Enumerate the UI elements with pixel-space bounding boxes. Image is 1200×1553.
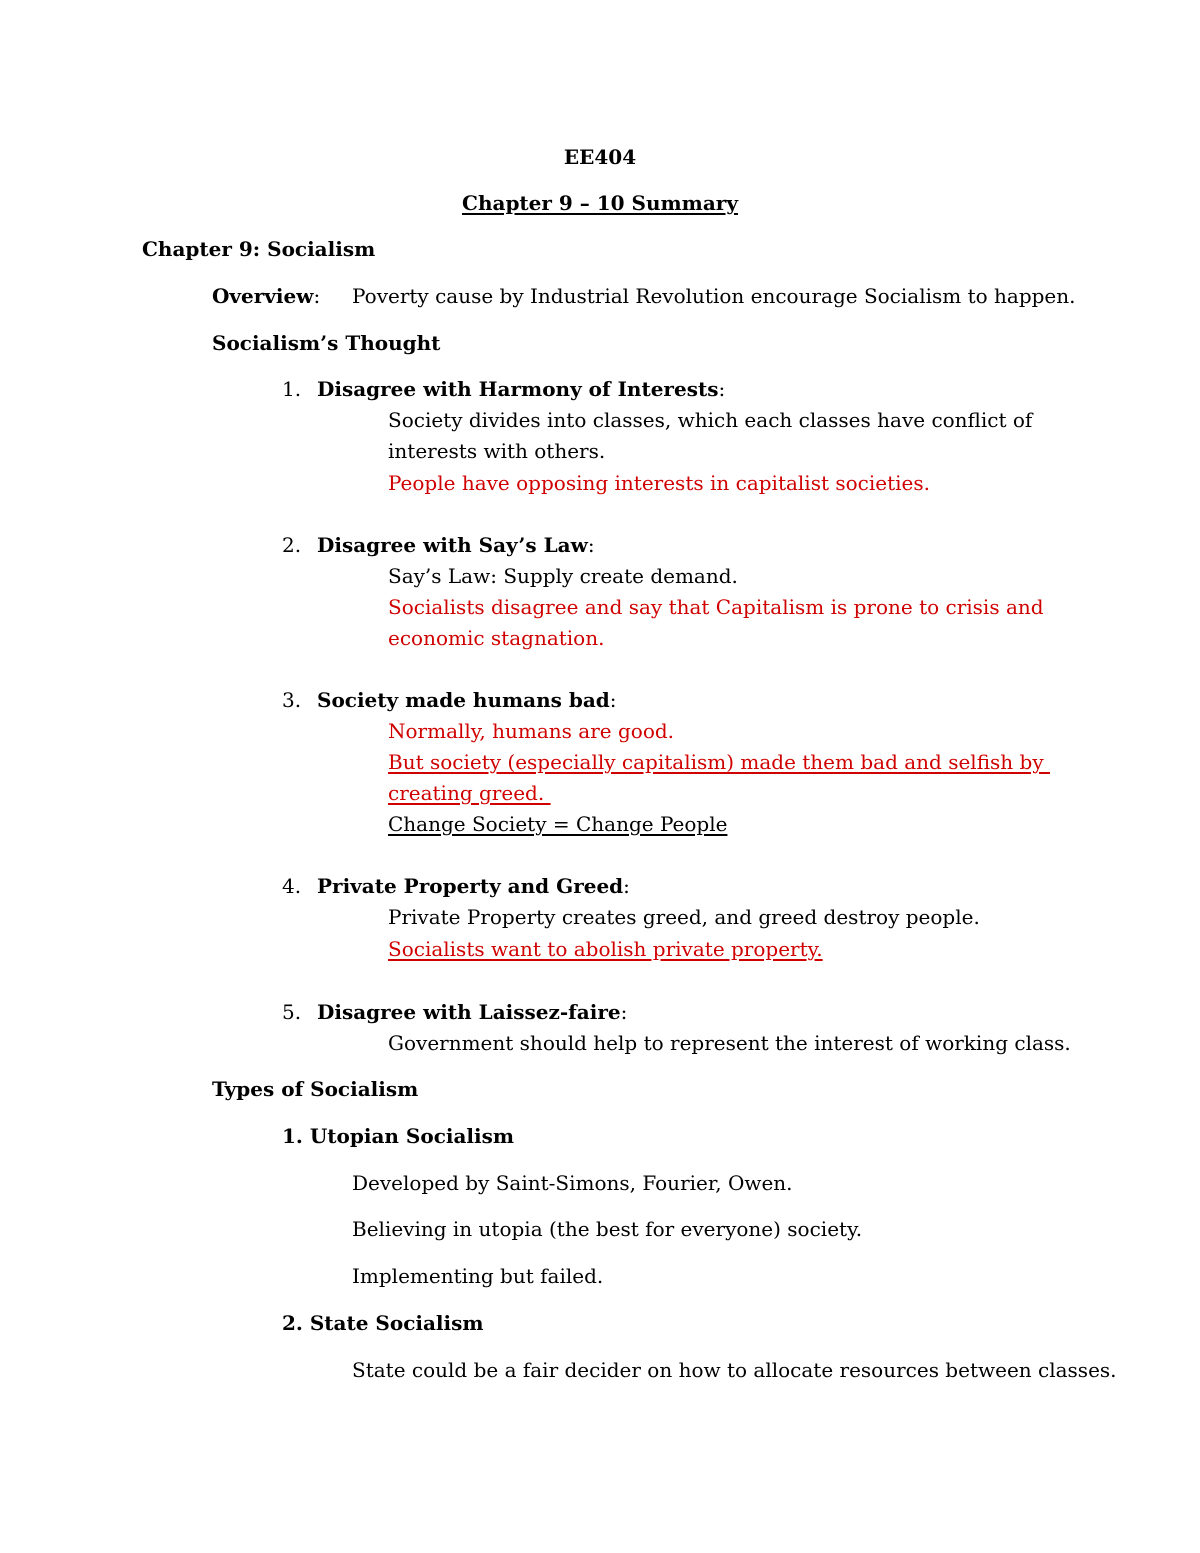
section-heading-types: Types of Socialism [212,1077,419,1101]
subsection-heading: 1. Utopian Socialism [282,1124,515,1148]
list-item-title: Private Property and Greed: [317,874,630,898]
list-item-title: Disagree with Harmony of Interests: [317,377,726,401]
list-item-title: Society made humans bad: [317,688,617,712]
list-item-line-emphasis: Normally, humans are good. [388,719,675,743]
subsection-line: Implementing but failed. [352,1264,604,1288]
document-title: Chapter 9 – 10 Summary [462,191,738,215]
list-number: 4. [282,874,302,898]
subsection-heading: 2. State Socialism [282,1311,484,1335]
list-number: 3. [282,688,302,712]
list-item-line-emphasis: creating greed. [388,781,551,805]
overview-text: Poverty cause by Industrial Revolution encourage Socialism to happen. [352,284,1076,308]
list-item-title: Disagree with Laissez-faire: [317,1000,628,1024]
list-item-line: Change Society = Change People [388,812,728,836]
overview-label-text: Overview [212,284,314,308]
list-number: 5. [282,1000,302,1024]
chapter-heading: Chapter 9: Socialism [142,237,376,261]
overview-label [212,284,320,308]
list-item-line: Society divides into classes, which each classes have conflict of [388,408,1033,432]
list-item-line-emphasis: Socialists disagree and say that Capitalism is prone to crisis and [388,595,1044,619]
subsection-line: Believing in utopia (the best for everyone) society. [352,1217,863,1241]
subsection-line: Developed by Saint-Simons, Fourier, Owen. [352,1171,793,1195]
list-item-line-emphasis: Socialists want to abolish private property. [388,937,823,961]
overview-colon: : [313,284,321,308]
list-item-line: Say’s Law: Supply create demand. [388,564,738,588]
list-item-line: Private Property creates greed, and greed destroy people. [388,905,980,929]
subsection-line: State could be a fair decider on how to allocate resources between classes. [352,1358,1117,1382]
course-code: EE404 [563,145,637,169]
list-item-line-emphasis: People have opposing interests in capitalist societies. [388,471,930,495]
section-heading-thought: Socialism’s Thought [212,331,441,355]
list-item-line: Government should help to represent the interest of working class. [388,1031,1071,1055]
list-number: 1. [282,377,302,401]
list-number: 2. [282,533,302,557]
list-item-line-emphasis: economic stagnation. [388,626,605,650]
list-item-line-emphasis: But society (especially capitalism) made them bad and selfish by [388,750,1050,774]
list-item-title: Disagree with Say’s Law: [317,533,595,557]
list-item-line: interests with others. [388,439,606,463]
